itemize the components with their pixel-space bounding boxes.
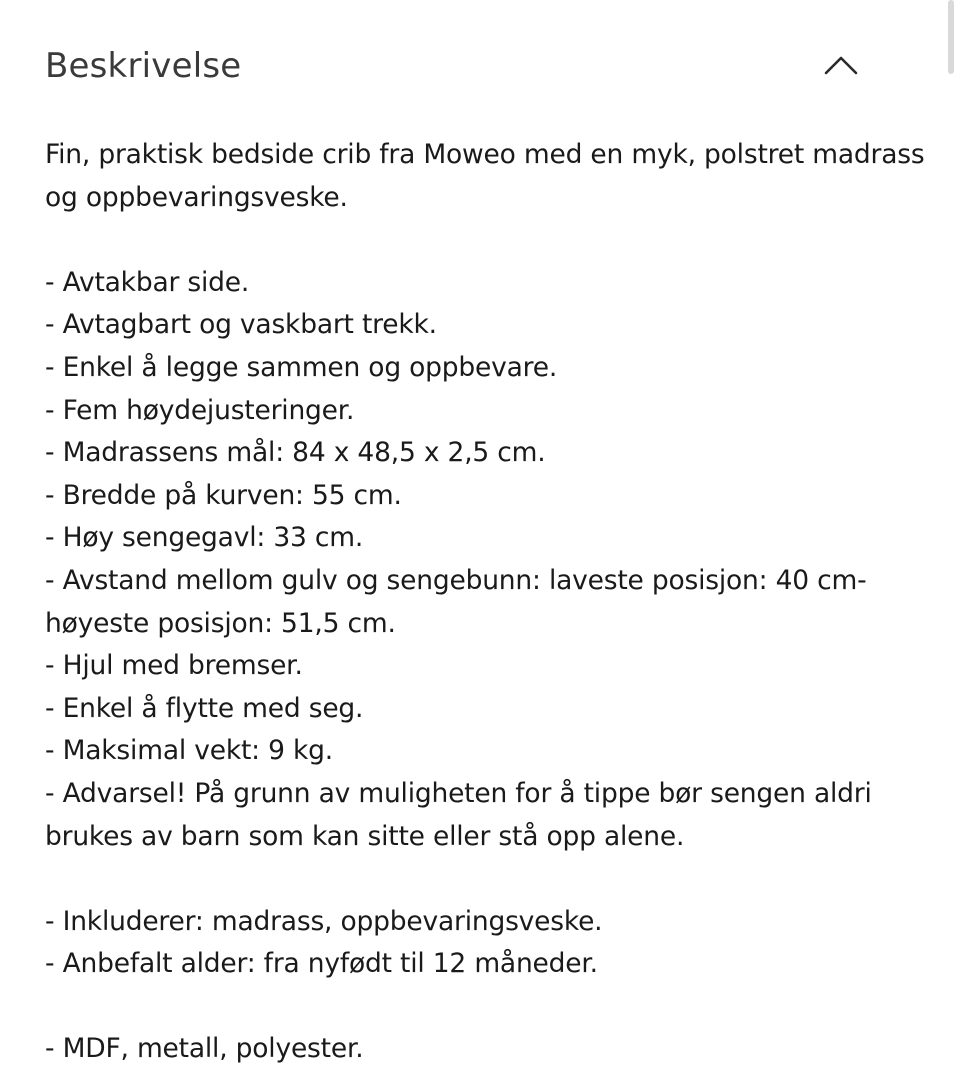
description-paragraph: Fin, praktisk bedside crib fra Moweo med en myk, polstret madrass og oppbevaringsveske.	[45, 139, 925, 213]
section-title: Beskrivelse	[45, 46, 242, 86]
description-paragraph: - Hjul med bremser.	[45, 650, 303, 682]
description-paragraph: - Advarsel! På grunn av muligheten for å tippe bør sengen aldri brukes av barn som kan sitte eller stå opp alene.	[45, 777, 872, 852]
description-paragraph	[45, 858, 925, 901]
description-paragraph	[45, 219, 925, 262]
description-section-header[interactable]	[45, 40, 860, 92]
description-paragraph: - Avstand mellom gulv og sengebunn: laveste posisjon: 40 cm- høyeste posisjon: 51,5 cm.	[45, 564, 867, 639]
description-paragraph: - Anbefalt alder: fra nyfødt til 12 måneder.	[45, 948, 598, 980]
chevron-up-icon[interactable]	[823, 48, 859, 84]
description-paragraph: - Madrassens mål: 84 x 48,5 x 2,5 cm.	[45, 437, 546, 469]
scrollbar[interactable]	[948, 0, 954, 74]
description-paragraph: - Avtagbart og vaskbart trekk.	[45, 309, 437, 341]
description-paragraph: - MDF, metall, polyester.	[45, 1033, 364, 1065]
description-paragraph: - Bredde på kurven: 55 cm.	[45, 479, 402, 511]
description-paragraph: - Maksimal vekt: 9 kg.	[45, 735, 333, 767]
description-paragraph: - Inkluderer: madrass, oppbevaringsveske.	[45, 905, 603, 937]
description-paragraph: - Enkel å legge sammen og oppbevare.	[45, 351, 558, 383]
description-text	[45, 134, 925, 1071]
description-paragraph: - Enkel å flytte med seg.	[45, 692, 364, 724]
description-paragraph	[45, 986, 925, 1029]
description-paragraph: - Avtakbar side.	[45, 266, 250, 298]
description-paragraph: - Høy sengegavl: 33 cm.	[45, 522, 364, 554]
description-paragraph: - Fem høydejusteringer.	[45, 394, 355, 426]
